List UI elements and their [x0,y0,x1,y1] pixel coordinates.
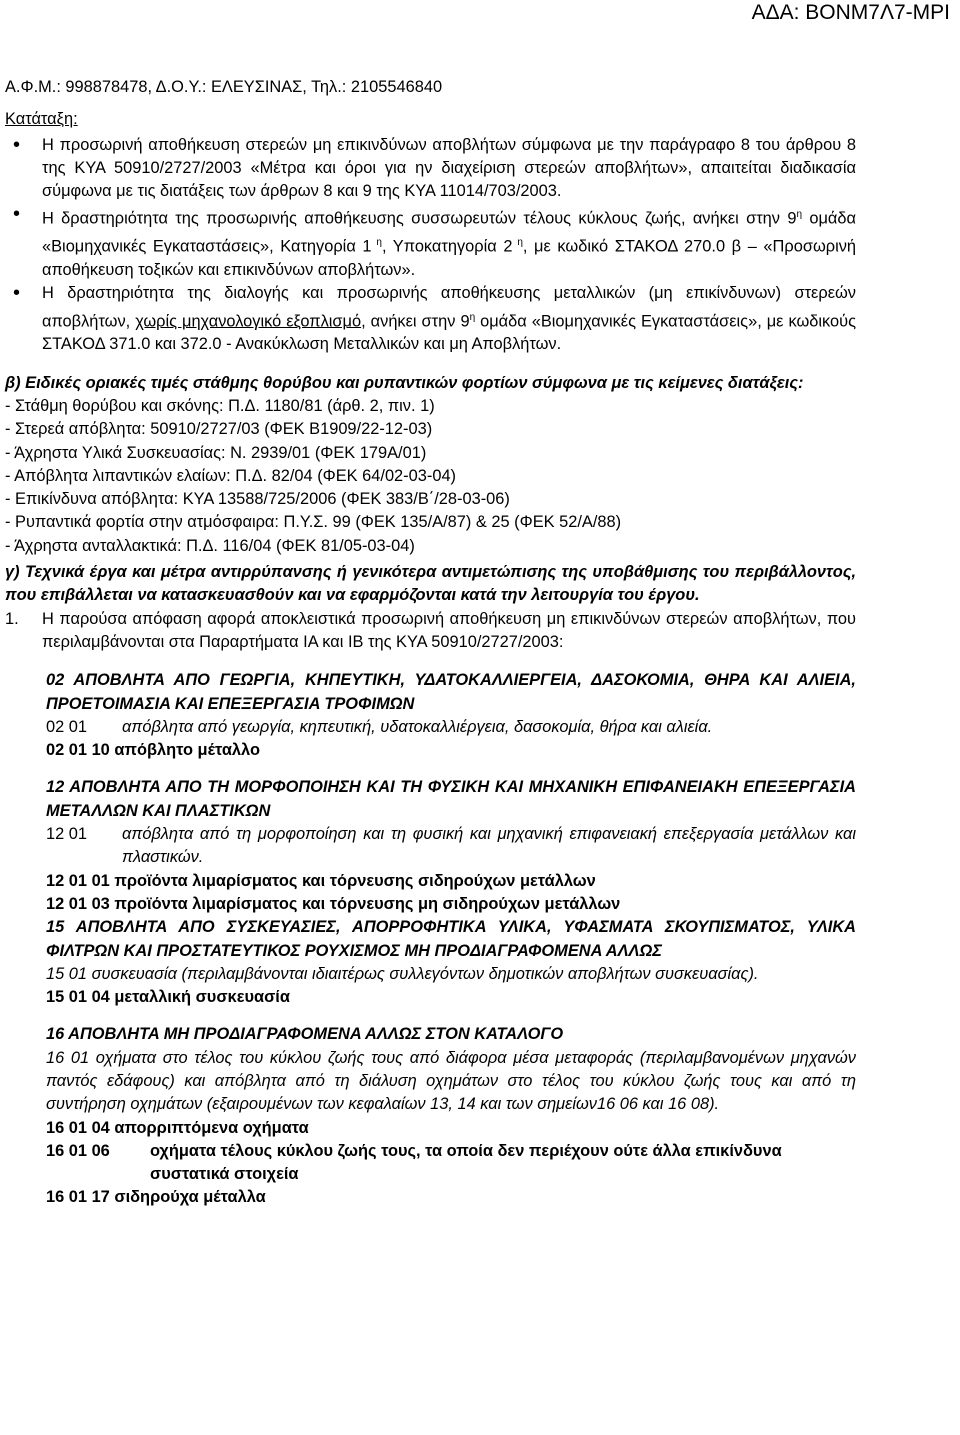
code-0201: 02 01 απόβλητα από γεωργία, κηπευτική, υδατοκαλλιέργεια, δασοκομία, θήρα και αλιεία. [46,717,713,736]
code-1501: 15 01 συσκευασία (περιλαμβάνονται ιδιαιτέρως συλλεγόντων δημοτικών αποβλήτων συσκευασίας). [46,964,759,983]
section-b-item: - Ρυπαντικά φορτία στην ατμόσφαιρα: Π.Υ.Σ. 99 (ΦΕΚ 135/Α/87) & 25 (ΦΕΚ 52/Α/88) [5,513,622,532]
code-1601: 16 01 οχήματα στο τέλος του κύκλου ζωής τους από διάφορα μέσα μεταφοράς (περιλαμβανομένων μηχανών παντός εδάφους) και απόβλητα από τη διάλυση οχημάτων στο τέλος του κύκλου ζωής τους και από τη συντήρηση οχημάτων (εξαιρουμένων των κεφαλαίων 13, 14 και των σημείων16 06 και 16 08). [46,1048,856,1114]
document-body [5,76,856,1210]
section-b-item: - Στερεά απόβλητα: 50910/2727/03 (ΦΕΚ Β1909/22-12-03) [5,420,433,439]
code-15-heading: 15 ΑΠΟΒΛΗΤΑ ΑΠΟ ΣΥΣΚΕΥΑΣΙΕΣ, ΑΠΟΡΡΟΦΗΤΙΚΑ ΥΛΙΚΑ, ΥΦΑΣΜΑΤΑ ΣΚΟΥΠΙΣΜΑΤΟΣ, ΥΛΙΚΑ ΦΙΛΤΡΩΝ ΚΑΙ ΠΡΟΣΤΑΤΕΥΤΙΚΟΣ ΡΟΥΧΙΣΜΟΣ ΜΗ ΠΡΟΔΙΑΓΡΑΦΟΜΕΝΑ ΑΛΛΩΣ [46,918,856,960]
code-160117: 16 01 17 σιδηρούχα μέταλλα [46,1188,266,1207]
waste-code-list [5,669,856,1210]
code-120101: 12 01 01 προϊόντα λιμαρίσματος και τόρνευσης σιδηρούχων μετάλλων [46,871,596,890]
code-02-heading: 02 ΑΠΟΒΛΗΤΑ ΑΠΟ ΓΕΩΡΓΙΑ, ΚΗΠΕΥΤΙΚΗ, ΥΔΑΤΟΚΑΛΛΙΕΡΓΕΙΑ, ΔΑΣΟΚΟΜΙΑ, ΘΗΡΑ ΚΑΙ ΑΛΙΕΙΑ, ΠΡΟΕΤΟΙΜΑΣΙΑ ΚΑΙ ΕΠΕΞΕΡΓΑΣΙΑ ΤΡΟΦΙΜΩΝ [46,671,856,713]
section-c-paragraph-1: 1. Η παρούσα απόφαση αφορά αποκλειστικά προσωρινή αποθήκευση μη επικινδύνων στερεών αποβλήτων, που περιλαμβάνονται στα Παραρτήματα ΙΑ και ΙΒ της ΚΥΑ 50910/2727/2003: [5,609,856,651]
section-b-item: - Επικίνδυνα απόβλητα: ΚΥΑ 13588/725/2006 (ΦΕΚ 383/Β΄/28-03-06) [5,490,510,509]
ada-code: ΑΔΑ: ΒΟΝΜ7Λ7-ΜΡΙ [751,1,950,24]
code-020110: 02 01 10 απόβλητο μέταλλο [46,741,260,760]
classification-bullet-2: • Η δραστηριότητα της προσωρινής αποθήκευσης συσσωρευτών τέλους κύκλους ζωής, ανήκει στην $9^\eta$ ομάδα «Βιομηχανικές Εγκαταστάσεις», Κατηγορία 1 $^\eta$, Υποκατηγορία 2 $^\eta$, με κωδικό ΣΤΑΚΟΔ 270.0 β – «Προσωρινή αποθήκευση τοξικών και επικινδύνων αποβλήτων». [5,203,856,282]
section-b-list [5,395,856,558]
section-b-item: - Απόβλητα λιπαντικών ελαίων: Π.Δ. 82/04 (ΦΕΚ 64/02-03-04) [5,466,457,485]
classification-label: Κατάταξη: [5,110,78,129]
code-160104: 16 01 04 απορριπτόμενα οχήματα [46,1118,309,1137]
code-12-heading: 12 ΑΠΟΒΛΗΤΑ ΑΠΟ ΤΗ ΜΟΡΦΟΠΟΙΗΣΗ ΚΑΙ ΤΗ ΦΥΣΙΚΗ ΚΑΙ ΜΗΧΑΝΙΚΗ ΕΠΙΦΑΝΕΙΑΚΗ ΕΠΕΞΕΡΓΑΣΙΑ ΜΕΤΑΛΛΩΝ ΚΑΙ ΠΛΑΣΤΙΚΩΝ [46,778,856,820]
company-line: Α.Φ.Μ.: 998878478, Δ.Ο.Υ.: ΕΛΕΥΣΙΝΑΣ, Τηλ.: 2105546840 [5,78,443,96]
underlined-phrase: χωρίς μηχανολογικό εξοπλισμό [135,312,362,331]
classification-bullet-1: • Η προσωρινή αποθήκευση στερεών μη επικινδύνων αποβλήτων σύμφωνα με την παράγραφο 8 του άρθρου 8 της ΚΥΑ 50910/2727/2003 «Μέτρα και όροι για ην διαχείριση στερεών αποβλήτων», απαιτείται διαδικασία σύμφωνα με τις διατάξεις των άρθρων 8 και 9 της ΚΥΑ 11014/703/2003. [5,134,856,204]
code-150104: 15 01 04 μεταλλική συσκευασία [46,988,290,1007]
section-b-item: - Άχρηστα ανταλλακτικά: Π.Δ. 116/04 (ΦΕΚ 81/05-03-04) [5,536,415,555]
section-c-heading: γ) Τεχνικά έργα και μέτρα αντιρρύπανσης ή γενικότερα αντιμετώπισης της υποβάθμισης του περιβάλλοντος, που επιβάλλεται να κατασκευασθούν και να εφαρμόζονται κατά την λειτουργία του έργου. [5,563,856,605]
code-16-heading: 16 ΑΠΟΒΛΗΤΑ ΜΗ ΠΡΟΔΙΑΓΡΑΦΟΜΕΝΑ ΑΛΛΩΣ ΣΤΟΝ ΚΑΤΑΛΟΓΟ [46,1025,564,1044]
code-160106: 16 01 06 οχήματα τέλους κύκλου ζωής τους, τα οποία δεν περιέχουν ούτε άλλα επικίνδυνα συστατικά στοιχεία [46,1141,782,1184]
section-b-item: - Στάθμη θορύβου και σκόνης: Π.Δ. 1180/81 (άρθ. 2, πιν. 1) [5,396,435,415]
section-b-item: - Άχρηστα Υλικά Συσκευασίας: Ν. 2939/01 (ΦΕΚ 179Α/01) [5,443,427,462]
section-b-heading: β) Ειδικές οριακές τιμές στάθμης θορύβου και ρυπαντικών φορτίων σύμφωνα με τις κείμενες διατάξεις: [5,373,804,392]
code-120103: 12 01 03 προϊόντα λιμαρίσματος και τόρνευσης μη σιδηρούχων μετάλλων [46,894,621,913]
code-1201: 12 01 απόβλητα από τη μορφοποίηση και τη φυσική και μηχανική επιφανειακή επεξεργασία μετάλλων και πλαστικών. [46,825,856,867]
classification-bullet-3: • Η δραστηριότητα της διαλογής και προσωρινής αποθήκευσης μεταλλικών (μη επικίνδυνων) στερεών αποβλήτων, χωρίς μηχανολογικό εξοπλισμό, ανήκει στην $9^\eta$ ομάδα «Βιομηχανικές Εγκαταστάσεις», με κωδικούς ΣΤΑΚΟΔ 371.0 και 372.0 - Ανακύκλωση Μεταλλικών και μη Αποβλήτων. [5,282,856,356]
